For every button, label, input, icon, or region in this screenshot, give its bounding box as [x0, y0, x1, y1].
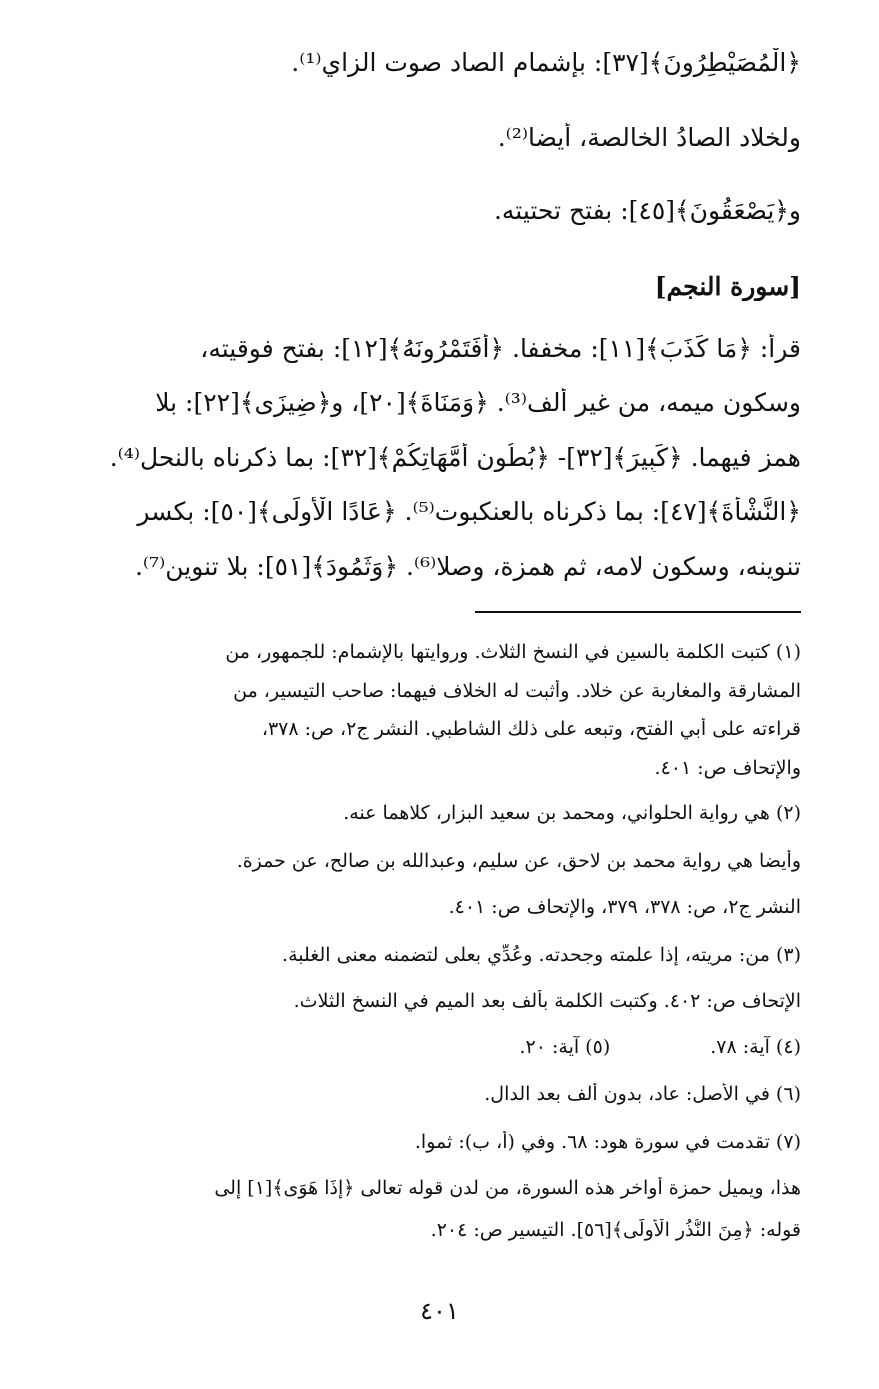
footnote-line: المشارقة والمغاربة عن خلاد. وأثبت له الخلاف فيهما: صاحب التيسير، من — [233, 680, 801, 702]
main-line-3: و﴿يَصْعَقُونَ﴾[٤٥]: بفتح تحتيته. — [493, 196, 801, 225]
footnote-line: (٦) في الأصل: عاد، بدون ألف بعد الدال. — [484, 1083, 801, 1105]
surah-line-4: ﴿النَّشْأَةَ﴾[٤٧]: بما ذكرناه بالعنكبوت⁽⁵⁾. ﴿عَادًا الْأُولَى﴾[٥٠]: بكسر — [137, 497, 801, 526]
footnote-row-4-5 — [78, 1036, 801, 1058]
footnote-line: قراءته على أبي الفتح، وتبعه على ذلك الشاطبي. النشر ج٢، ص: ٣٧٨، — [261, 718, 801, 740]
footnote-line: وأيضا هي رواية محمد بن لاحق، عن سليم، وعبدالله بن صالح، عن حمزة. — [236, 850, 801, 872]
footnote-separator — [475, 611, 801, 613]
footnote-line: والإتحاف ص: ٤٠١. — [654, 757, 801, 779]
footnote-line: قوله: ﴿مِنَ النُّذُرِ الْأُولَى﴾[٥٦]. التيسير ص: ٢٠٤. — [430, 1219, 801, 1241]
surah-line-1: قرأ: ﴿مَا كَذَبَ﴾[١١]: مخففا. ﴿أَفَتَمْرُونَهُ﴾[١٢]: بفتح فوقيته، — [200, 334, 801, 363]
page-number: ٤٠١ — [420, 1297, 459, 1325]
footnote-line: (٧) تقدمت في سورة هود: ٦٨. وفي (أ، ب): ثموا. — [414, 1131, 801, 1153]
footnote-line: الإتحاف ص: ٤٠٢. وكتبت الكلمة بألف بعد الميم في النسخ الثلاث. — [293, 990, 801, 1012]
footnote-line: (١) كتبت الكلمة بالسين في النسخ الثلاث. وروايتها بالإشمام: للجمهور، من — [225, 641, 801, 663]
footnote-5: (٥) آية: ٢٠. — [519, 1036, 611, 1058]
surah-line-2: وسكون ميمه، من غير ألف⁽³⁾. ﴿وَمَنَاةَ﴾[٢٠]، و﴿ضِيزَى﴾[٢٢]: بلا — [155, 388, 801, 417]
main-line-1: ﴿الْمُصَيْطِرُونَ﴾[٣٧]: بإشمام الصاد صوت الزاي⁽¹⁾. — [291, 48, 801, 77]
footnote-line: (٣) من: مريته، إذا علمته وجحدته. وعُدِّي بعلى لتضمنه معنى الغلبة. — [282, 944, 801, 966]
surah-line-3: همز فيهما. ﴿كَبِيرَ﴾[٣٢]- ﴿بُطُونِ أُمَّهَاتِكُمْ﴾[٣٢]: بما ذكرناه بالنحل⁽⁴⁾. — [109, 443, 801, 472]
footnote-line: (٢) هي رواية الحلواني، ومحمد بن سعيد البزار، كلاهما عنه. — [343, 802, 801, 824]
footnote-line: هذا، ويميل حمزة أواخر هذه السورة، من لدن قوله تعالى ﴿إِذَا هَوَى﴾[١] إلى — [214, 1177, 801, 1199]
footnote-4: (٤) آية: ٧٨. — [710, 1036, 801, 1058]
footnote-line: النشر ج٢، ص: ٣٧٨، ٣٧٩، والإتحاف ص: ٤٠١. — [448, 896, 801, 918]
surah-heading: [سورة النجم] — [654, 272, 801, 301]
surah-line-5: تنوينه، وسكون لامه، ثم همزة، وصلا⁽⁶⁾. ﴿وَثَمُودَ﴾[٥١]: بلا تنوين⁽⁷⁾. — [134, 552, 801, 581]
main-line-2: ولخلاد الصادُ الخالصة، أيضا⁽²⁾. — [497, 123, 801, 152]
